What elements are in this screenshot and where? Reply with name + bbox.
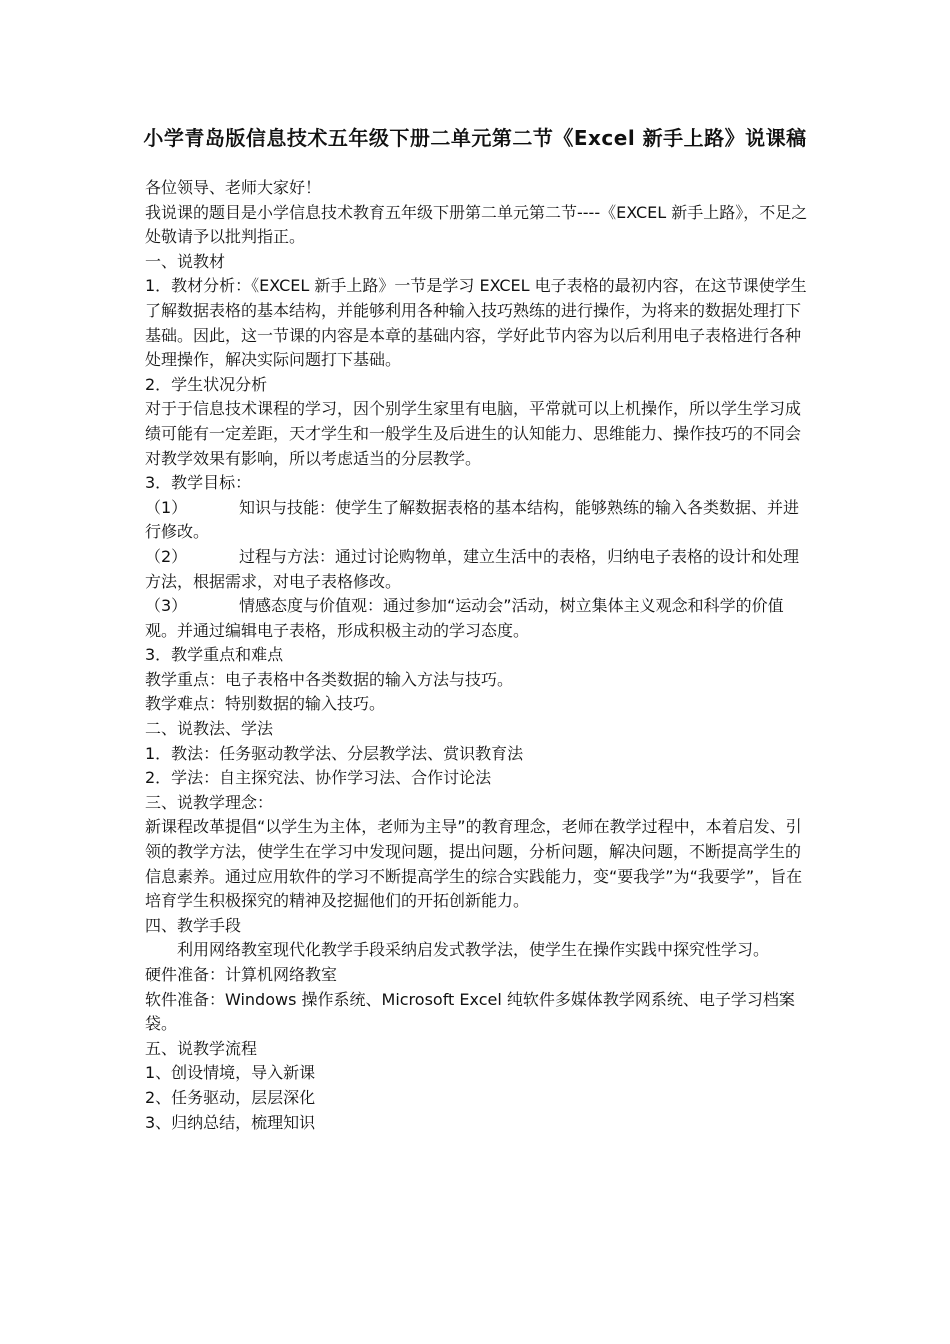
document-title: 小学青岛版信息技术五年级下册二单元第二节《Excel 新手上路》说课稿: [143, 126, 807, 150]
paragraph: 对于于信息技术课程的学习，因个别学生家里有电脑，平常就可以上机操作，所以学生学习成绩可能有一定差距，天才学生和一般学生及后进生的认知能力、思维能力、操作技巧的不同会对教学效果有影响，所以考虑适当的分层教学。: [145, 399, 802, 468]
section-heading: 四、教学手段: [145, 915, 242, 935]
paragraph: 硬件准备：计算机网络教室: [145, 965, 338, 984]
objective-item: [145, 594, 811, 643]
subsection-heading: 3．教学目标：: [145, 473, 252, 493]
objective-number: （2）: [145, 546, 188, 566]
list-item: 3、归纳总结，梳理知识: [145, 1112, 316, 1132]
paragraph: 利用网络教室现代化教学手段采纳启发式教学法，使学生在操作实践中探究性学习。: [177, 940, 770, 960]
list-item: 1、创设情境，导入新课: [145, 1063, 316, 1083]
paragraph: 1．教材分析：《EXCEL 新手上路》一节是学习 EXCEL 电子表格的最初内容，在这节课使学生了解数据表格的基本结构，并能够利用各种输入技巧熟练的进行操作，为将来的数据处理打下基础。因此，这一节课的内容是本章的基础内容，学好此节内容为以后利用电子表格进行各种处理操作，解决实际问题打下基础。: [145, 276, 807, 370]
objective-text: 知识与技能：使学生了解数据表格的基本结构，能够熟练的输入各类数据、并进行修改。: [145, 497, 800, 542]
objective-item: [145, 496, 811, 545]
paragraph: 1．教法：任务驱动教学法、分层教学法、赏识教育法: [145, 743, 524, 763]
section-heading: 五、说教学流程: [145, 1038, 258, 1058]
subsection-heading: 2．学生状况分析: [145, 374, 268, 394]
subsection-heading: 3．教学重点和难点: [145, 645, 284, 665]
paragraph: 教学重点：电子表格中各类数据的输入方法与技巧。: [145, 669, 514, 689]
objective-number: （1）: [145, 497, 188, 517]
section-heading: 一、说教材: [145, 251, 226, 271]
list-item: 2、任务驱动，层层深化: [145, 1087, 316, 1107]
greeting: 各位领导、老师大家好！: [145, 178, 322, 197]
paragraph: 新课程改革提倡“以学生为主体，老师为主导”的教育理念，老师在教学过程中，本着启发、引领的教学方法，使学生在学习中发现问题，提出问题，分析问题，解决问题，不断提高学生的信息素养。通过应用软件的学习不断提高学生的综合实践能力，变“要我学”为“我要学”，旨在培育学生积极探究的精神及挖掘他们的开拓创新能力。: [145, 817, 803, 911]
paragraph: 软件准备：Windows 操作系统、Microsoft Excel 纯软件多媒体教学网系统、电子学习档案袋。: [145, 989, 795, 1034]
section-heading: 三、说教学理念：: [145, 792, 274, 812]
paragraph: 教学难点：特别数据的输入技巧。: [145, 694, 386, 714]
objective-text: 过程与方法：通过讨论购物单，建立生活中的表格，归纳电子表格的设计和处理方法，根据需求，对电子表格修改。: [145, 546, 800, 591]
section-heading: 二、说教法、学法: [145, 719, 274, 739]
objective-item: [145, 545, 811, 594]
paragraph: 2．学法：自主探究法、协作学习法、合作讨论法: [145, 768, 492, 788]
objective-number: （3）: [145, 596, 188, 616]
document-body: [145, 176, 811, 1135]
intro-paragraph: 我说课的题目是小学信息技术教育五年级下册第二单元第二节----《EXCEL 新手上路》，不足之处敬请予以批判指正。: [145, 202, 808, 247]
objective-text: 情感态度与价值观：通过参加“运动会”活动，树立集体主义观念和科学的价值观。并通过编辑电子表格，形成积极主动的学习态度。: [145, 596, 784, 640]
